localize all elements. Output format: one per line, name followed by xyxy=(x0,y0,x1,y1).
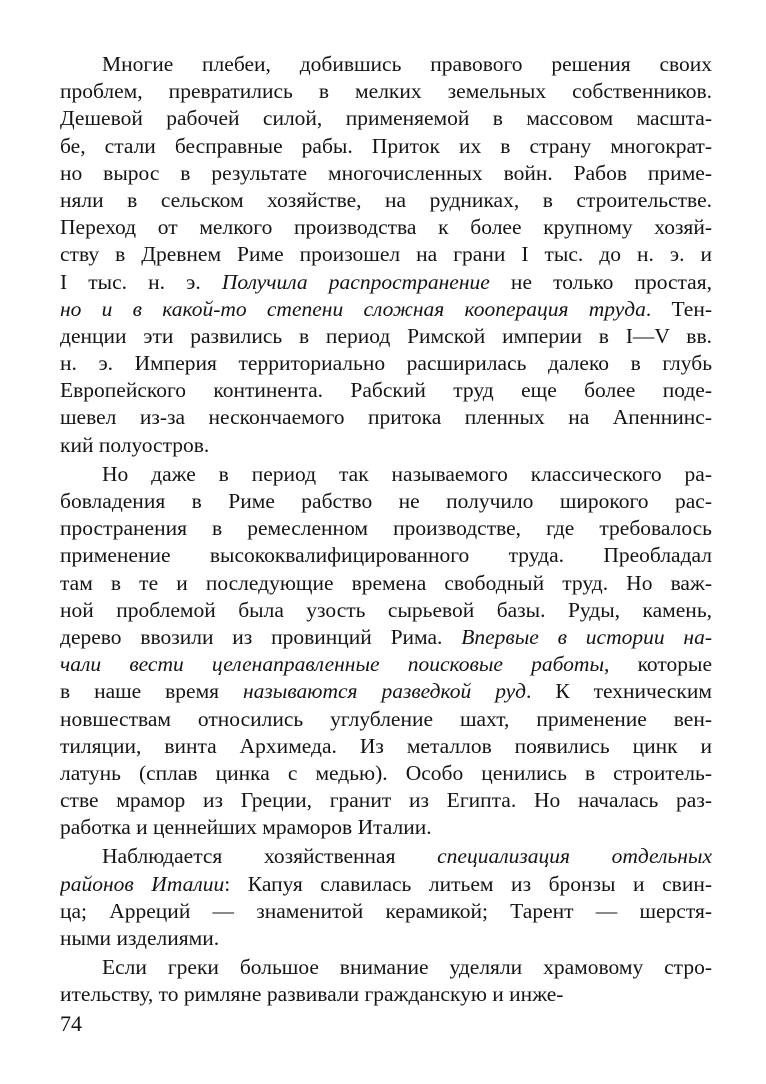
italic-text: называются разведкой руд xyxy=(243,679,527,704)
text-segment: там в те и последующие времена свободный труд. Но важ- xyxy=(60,570,712,595)
text-segment: Переход от мелкого производства к более крупному хозяй- xyxy=(60,215,712,240)
text-line xyxy=(60,651,712,678)
text-segment: дерево ввозили из провинций Рима. xyxy=(60,624,462,649)
paragraph xyxy=(60,954,712,1008)
text-line xyxy=(60,871,712,898)
text-line xyxy=(60,624,712,651)
text-segment: . Тен- xyxy=(645,296,712,321)
paragraph xyxy=(60,461,712,842)
text-line xyxy=(60,787,712,814)
text-segment: бовладения в Риме рабство не получило широкого рас- xyxy=(60,489,712,513)
text-line xyxy=(60,488,712,515)
italic-text: Получила распространение xyxy=(221,269,490,294)
text-segment: : Капуя славилась литьем из бронзы и свин- xyxy=(224,871,712,896)
text-line xyxy=(60,323,712,350)
paragraph xyxy=(60,843,712,952)
text-segment: ца; Арреций — знаменитой керамикой; Тарент — шерстя- xyxy=(60,898,712,923)
text-line xyxy=(60,760,712,787)
text-line xyxy=(60,898,712,925)
text-line xyxy=(60,214,712,241)
text-line xyxy=(60,597,712,624)
text-segment: ительству, то римляне развивали гражданскую и инже- xyxy=(60,982,564,1007)
text-segment: Но даже в период так называемого классического ра- xyxy=(102,461,712,486)
text-segment: применение высококвалифицированного труда. Преобладал xyxy=(60,543,712,568)
text-segment: Дешевой рабочей силой, применяемой в массовом масшта- xyxy=(60,106,712,131)
text-segment: не только простая, xyxy=(489,269,712,294)
text-segment: няли в сельском хозяйстве, на рудниках, в строительстве. xyxy=(60,187,712,212)
text-segment: латунь (сплав цинка с медью). Особо ценились в строитель- xyxy=(60,760,712,785)
text-line xyxy=(60,542,712,569)
text-segment: кий полуостров. xyxy=(60,432,210,457)
italic-text: районов Италии xyxy=(60,871,225,896)
text-segment: новшествам относились углубление шахт, применение вен- xyxy=(60,706,712,731)
italic-text: специализация отдельных xyxy=(437,844,712,869)
text-line xyxy=(60,78,712,105)
text-line xyxy=(60,269,712,296)
text-segment: проблем, превратились в мелких земельных собственников. xyxy=(60,79,712,104)
text-segment: н. э. Империя территориально расширилась далеко в глубь xyxy=(60,351,712,376)
page-number: 74 xyxy=(60,1011,82,1036)
italic-text: но и в какой-то степени сложная кооперация труда xyxy=(60,296,646,321)
text-segment: Наблюдается хозяйственная xyxy=(102,844,438,869)
text-segment: Многие плебеи, добившись правового решения своих xyxy=(102,52,712,76)
text-segment: стве мрамор из Греции, гранит из Египта. Но началась раз- xyxy=(60,788,712,813)
text-line xyxy=(60,160,712,187)
text-line xyxy=(60,843,712,870)
text-segment: денции эти развились в период Римской империи в I—V вв. xyxy=(60,323,712,348)
text-line xyxy=(60,432,712,459)
text-line xyxy=(60,954,712,981)
text-line xyxy=(60,51,712,78)
text-line xyxy=(60,105,712,132)
text-segment: бе, стали бесправные рабы. Приток их в страну многократ- xyxy=(60,133,712,158)
text-segment: в наше время xyxy=(60,679,243,704)
text-line xyxy=(60,706,712,733)
text-line xyxy=(60,981,712,1008)
paragraph xyxy=(60,51,712,459)
text-segment: тиляции, винта Архимеда. Из металлов появились цинк и xyxy=(60,733,712,758)
text-line xyxy=(60,133,712,160)
text-line xyxy=(60,404,712,431)
text-line xyxy=(60,461,712,488)
italic-text: чали вести целенаправленные поисковые работы xyxy=(60,652,605,677)
text-line xyxy=(60,733,712,760)
text-line xyxy=(60,296,712,323)
text-line xyxy=(60,187,712,214)
text-line xyxy=(60,925,712,952)
text-line xyxy=(60,241,712,268)
text-line xyxy=(60,350,712,377)
text-segment: пространения в ремесленном производстве, где требовалось xyxy=(60,516,712,541)
body-text xyxy=(60,51,712,1009)
text-segment: Если греки большое внимание уделяли храмовому стро- xyxy=(102,955,712,980)
text-segment: . К техническим xyxy=(526,679,712,704)
text-line xyxy=(60,814,712,841)
text-segment: ству в Древнем Риме произошел на грани I тыс. до н. э. и xyxy=(60,242,712,267)
text-segment: Европейского континента. Рабский труд еще более поде- xyxy=(60,378,712,403)
text-line xyxy=(60,570,712,597)
text-line xyxy=(60,678,712,705)
text-line xyxy=(60,515,712,542)
text-segment: шевел из-за нескончаемого притока пленных на Апеннинс- xyxy=(60,405,712,430)
text-segment: ными изделиями. xyxy=(60,926,220,950)
italic-text: Впервые в истории на- xyxy=(461,624,712,649)
text-segment: ной проблемой была узость сырьевой базы. Руды, камень, xyxy=(60,597,712,622)
text-segment: I тыс. н. э. xyxy=(60,269,222,294)
text-segment: работка и ценнейших мраморов Италии. xyxy=(60,815,432,840)
text-line xyxy=(60,377,712,404)
text-segment: , которые xyxy=(604,652,712,677)
text-segment: но вырос в результате многочисленных войн. Рабов приме- xyxy=(60,160,712,185)
